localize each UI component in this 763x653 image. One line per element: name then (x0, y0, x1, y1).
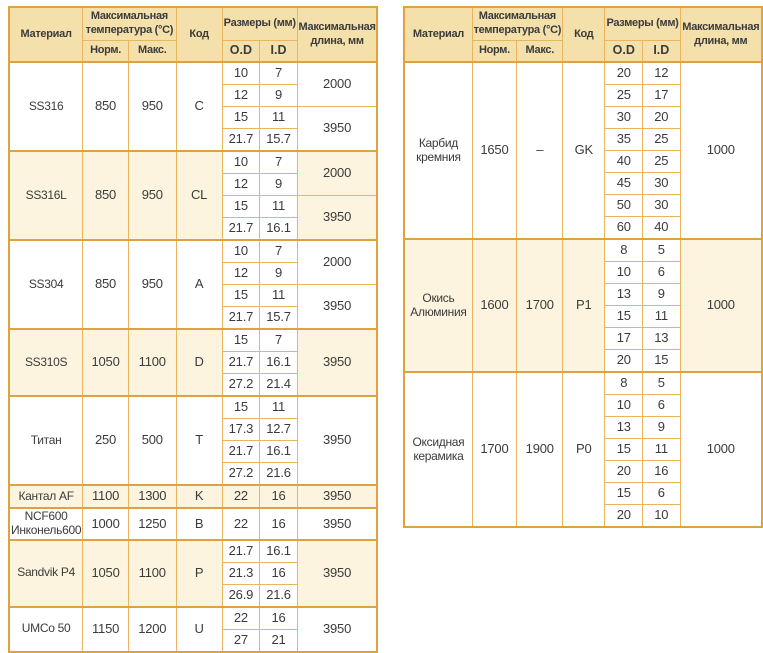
col-header-norm: Норм. (472, 41, 517, 63)
od-cell: 22 (222, 508, 260, 540)
id-cell: 16 (260, 562, 298, 584)
temp-norm-cell: 1050 (83, 329, 129, 396)
code-cell: GK (563, 62, 605, 239)
table-row (9, 607, 377, 630)
table-row (9, 508, 377, 540)
id-cell: 7 (260, 329, 298, 352)
temp-norm-cell: 250 (83, 396, 129, 485)
col-header-code: Код (176, 7, 222, 62)
id-cell: 13 (643, 328, 680, 350)
temp-max-cell: 950 (128, 62, 176, 151)
temp-max-cell: 1700 (517, 239, 563, 372)
od-cell: 12 (222, 85, 260, 107)
length-cell: 3950 (297, 540, 377, 607)
od-cell: 15 (222, 396, 260, 419)
id-cell: 12.7 (260, 419, 298, 441)
col-header-max-temp: Максимальная температура (°C) (472, 7, 563, 41)
od-cell: 10 (222, 151, 260, 174)
od-cell: 20 (605, 505, 643, 528)
material-cell: Sandvik P4 (9, 540, 83, 607)
id-cell: 16.1 (260, 218, 298, 241)
od-cell: 21.7 (222, 129, 260, 152)
od-cell: 20 (605, 350, 643, 373)
material-cell: UMCo 50 (9, 607, 83, 652)
col-header-max-temp: Максимальная температура (°C) (83, 7, 176, 41)
id-cell: 5 (643, 239, 680, 262)
id-cell: 9 (643, 284, 680, 306)
length-cell: 3950 (297, 508, 377, 540)
od-cell: 13 (605, 417, 643, 439)
id-cell: 16.1 (260, 441, 298, 463)
id-cell: 6 (643, 395, 680, 417)
temp-max-cell: 1100 (128, 329, 176, 396)
col-header-code: Код (563, 7, 605, 62)
od-cell: 8 (605, 239, 643, 262)
length-cell: 1000 (680, 239, 762, 372)
temp-max-cell: – (517, 62, 563, 239)
col-header-id: I.D (643, 41, 680, 63)
temp-max-cell: 1100 (128, 540, 176, 607)
col-header-sizes: Размеры (мм) (605, 7, 680, 41)
length-cell: 2000 (297, 151, 377, 196)
material-cell: SS316L (9, 151, 83, 240)
code-cell: P1 (563, 239, 605, 372)
code-cell: CL (176, 151, 222, 240)
length-cell: 2000 (297, 62, 377, 107)
materials-table-right (403, 6, 763, 528)
length-cell: 3950 (297, 285, 377, 330)
id-cell: 15 (643, 350, 680, 373)
od-cell: 27.2 (222, 463, 260, 486)
id-cell: 25 (643, 129, 680, 151)
temp-norm-cell: 850 (83, 151, 129, 240)
id-cell: 7 (260, 62, 298, 85)
od-cell: 21.7 (222, 307, 260, 330)
id-cell: 11 (643, 439, 680, 461)
code-cell: P0 (563, 372, 605, 527)
table-header-left (9, 7, 377, 62)
id-cell: 11 (260, 107, 298, 129)
od-cell: 60 (605, 217, 643, 240)
table-header-right (404, 7, 762, 62)
col-header-max: Макс. (128, 41, 176, 63)
id-cell: 11 (260, 285, 298, 307)
od-cell: 15 (605, 306, 643, 328)
code-cell: K (176, 485, 222, 508)
od-cell: 50 (605, 195, 643, 217)
table-row (9, 329, 377, 352)
od-cell: 21.7 (222, 218, 260, 241)
code-cell: C (176, 62, 222, 151)
id-cell: 7 (260, 151, 298, 174)
od-cell: 12 (222, 263, 260, 285)
id-cell: 20 (643, 107, 680, 129)
col-header-max-length: Максимальная длина, мм (680, 7, 762, 62)
material-cell: Титан (9, 396, 83, 485)
id-cell: 9 (260, 174, 298, 196)
od-cell: 10 (222, 62, 260, 85)
od-cell: 8 (605, 372, 643, 395)
code-cell: P (176, 540, 222, 607)
length-cell: 3950 (297, 329, 377, 396)
id-cell: 16.1 (260, 540, 298, 563)
col-header-id: I.D (260, 41, 298, 63)
id-cell: 11 (643, 306, 680, 328)
od-cell: 12 (222, 174, 260, 196)
id-cell: 25 (643, 151, 680, 173)
od-cell: 22 (222, 607, 260, 630)
length-cell: 2000 (297, 240, 377, 285)
od-cell: 26.9 (222, 584, 260, 607)
id-cell: 21.6 (260, 463, 298, 486)
od-cell: 10 (605, 262, 643, 284)
od-cell: 10 (605, 395, 643, 417)
code-cell: T (176, 396, 222, 485)
temp-max-cell: 950 (128, 240, 176, 329)
col-header-sizes: Размеры (мм) (222, 7, 297, 41)
id-cell: 9 (260, 263, 298, 285)
od-cell: 30 (605, 107, 643, 129)
temp-max-cell: 1250 (128, 508, 176, 540)
od-cell: 17 (605, 328, 643, 350)
id-cell: 16.1 (260, 352, 298, 374)
col-header-material: Материал (9, 7, 83, 62)
table-row (9, 540, 377, 563)
length-cell: 3950 (297, 607, 377, 652)
table-row (9, 485, 377, 508)
code-cell: U (176, 607, 222, 652)
temp-norm-cell: 1600 (472, 239, 517, 372)
od-cell: 17.3 (222, 419, 260, 441)
id-cell: 6 (643, 483, 680, 505)
col-header-max-length: Максимальная длина, мм (297, 7, 377, 62)
temp-norm-cell: 1100 (83, 485, 129, 508)
od-cell: 21.7 (222, 441, 260, 463)
od-cell: 22 (222, 485, 260, 508)
id-cell: 9 (643, 417, 680, 439)
od-cell: 15 (222, 329, 260, 352)
od-cell: 21.3 (222, 562, 260, 584)
od-cell: 27 (222, 629, 260, 652)
od-cell: 27.2 (222, 374, 260, 397)
material-cell: Окись Алюминия (404, 239, 472, 372)
temp-norm-cell: 1700 (472, 372, 517, 527)
id-cell: 16 (260, 485, 298, 508)
col-header-od: O.D (605, 41, 643, 63)
id-cell: 40 (643, 217, 680, 240)
table-body-right (404, 62, 762, 527)
table-row (404, 239, 762, 262)
id-cell: 15.7 (260, 307, 298, 330)
material-cell: Кантал AF (9, 485, 83, 508)
od-cell: 21.7 (222, 540, 260, 563)
od-cell: 15 (605, 483, 643, 505)
id-cell: 9 (260, 85, 298, 107)
od-cell: 20 (605, 461, 643, 483)
code-cell: B (176, 508, 222, 540)
col-header-material: Материал (404, 7, 472, 62)
id-cell: 17 (643, 85, 680, 107)
od-cell: 20 (605, 62, 643, 85)
od-cell: 15 (222, 196, 260, 218)
length-cell: 1000 (680, 62, 762, 239)
length-cell: 3950 (297, 107, 377, 152)
length-cell: 3950 (297, 396, 377, 485)
table-row (404, 372, 762, 395)
od-cell: 40 (605, 151, 643, 173)
temp-max-cell: 500 (128, 396, 176, 485)
id-cell: 30 (643, 195, 680, 217)
id-cell: 16 (260, 508, 298, 540)
id-cell: 30 (643, 173, 680, 195)
table-body-left (9, 62, 377, 652)
temp-norm-cell: 850 (83, 62, 129, 151)
id-cell: 6 (643, 262, 680, 284)
id-cell: 15.7 (260, 129, 298, 152)
temp-max-cell: 1300 (128, 485, 176, 508)
temp-max-cell: 950 (128, 151, 176, 240)
temp-norm-cell: 1650 (472, 62, 517, 239)
temp-norm-cell: 1050 (83, 540, 129, 607)
length-cell: 3950 (297, 196, 377, 241)
od-cell: 45 (605, 173, 643, 195)
temp-norm-cell: 1000 (83, 508, 129, 540)
od-cell: 35 (605, 129, 643, 151)
id-cell: 16 (260, 607, 298, 630)
temp-norm-cell: 1150 (83, 607, 129, 652)
od-cell: 13 (605, 284, 643, 306)
od-cell: 15 (222, 107, 260, 129)
material-cell: Карбид кремния (404, 62, 472, 239)
od-cell: 15 (605, 439, 643, 461)
id-cell: 7 (260, 240, 298, 263)
table-row (9, 396, 377, 419)
col-header-od: O.D (222, 41, 260, 63)
table-row (9, 62, 377, 85)
code-cell: D (176, 329, 222, 396)
material-cell: Оксидная керамика (404, 372, 472, 527)
od-cell: 25 (605, 85, 643, 107)
col-header-norm: Норм. (83, 41, 129, 63)
table-row (404, 62, 762, 85)
table-row (9, 240, 377, 263)
material-cell: SS304 (9, 240, 83, 329)
id-cell: 10 (643, 505, 680, 528)
table-row (9, 151, 377, 174)
id-cell: 21.6 (260, 584, 298, 607)
id-cell: 5 (643, 372, 680, 395)
code-cell: A (176, 240, 222, 329)
temp-max-cell: 1900 (517, 372, 563, 527)
id-cell: 11 (260, 396, 298, 419)
temp-max-cell: 1200 (128, 607, 176, 652)
col-header-max: Макс. (517, 41, 563, 63)
id-cell: 11 (260, 196, 298, 218)
id-cell: 16 (643, 461, 680, 483)
temp-norm-cell: 850 (83, 240, 129, 329)
id-cell: 21.4 (260, 374, 298, 397)
id-cell: 21 (260, 629, 298, 652)
material-cell: NCF600 Инконель600 (9, 508, 83, 540)
material-cell: SS310S (9, 329, 83, 396)
length-cell: 3950 (297, 485, 377, 508)
id-cell: 12 (643, 62, 680, 85)
length-cell: 1000 (680, 372, 762, 527)
od-cell: 15 (222, 285, 260, 307)
materials-table-left (8, 6, 378, 653)
od-cell: 21.7 (222, 352, 260, 374)
od-cell: 10 (222, 240, 260, 263)
material-cell: SS316 (9, 62, 83, 151)
